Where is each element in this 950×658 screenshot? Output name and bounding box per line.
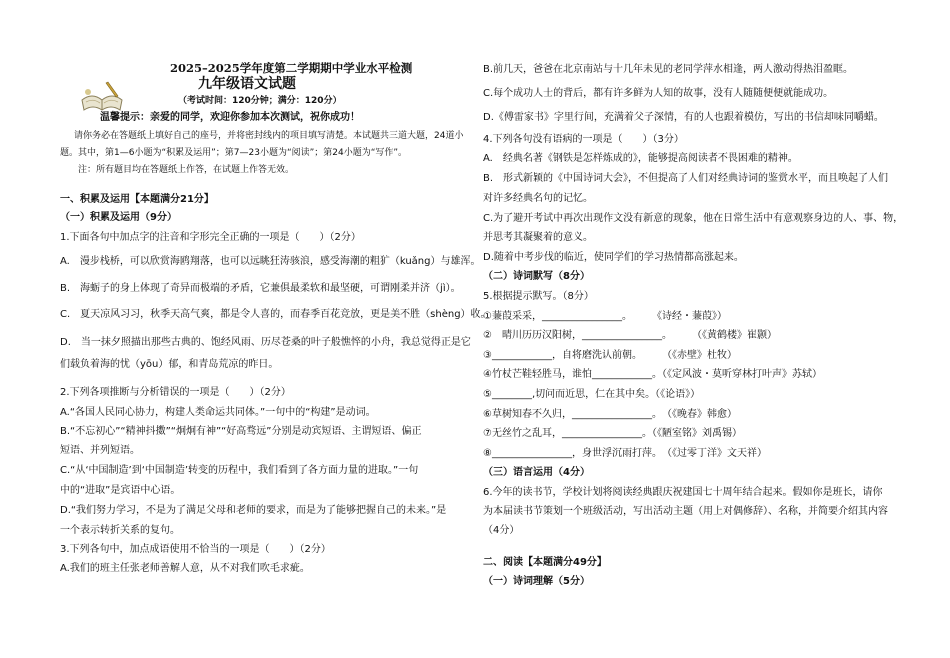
poem-line: ⑦无丝竹之乱耳，________________。（《陋室铭》刘禹锡）: [483, 428, 742, 439]
option-line: 中的“进取”是宾语中心语。: [60, 485, 181, 496]
poem-line: ①蒹葭采采，________________。 《诗经・蒹葭》）: [483, 311, 727, 322]
question-6: 6.今年的读书节，学校计划将阅读经典跟庆祝建国七十周年结合起来。假如你是班长，请你: [483, 487, 883, 498]
option-line: B.“不忘初心”“精神抖擞”“炯炯有神”“好高骛远”分别是动宾短语、主谓短语、偏正: [60, 426, 422, 437]
poem-line: ④竹杖芒鞋轻胜马，谁怕____________。（《定风波・莫听穿林打叶声》苏轼）: [483, 369, 822, 380]
option-line: C. 夏天凉风习习，秋季天高气爽，都是令人喜的，而春季百花竞放，更是美不胜（shèng）收。: [60, 309, 491, 320]
exam-title: 2025–2025学年度第二学期期中学业水平检测: [170, 61, 413, 75]
option-line: D.《傅雷家书》字里行间，充满着父子深情，有的人也跟着模仿，写出的书信却味同嚼蜡。: [483, 112, 884, 123]
option-line: C.“从‘中国制造’到‘中国制造’转变的历程中，我们看到了各方面力量的进取。”一句: [60, 465, 419, 476]
section-heading: 一、积累及运用【本题满分21分】: [60, 194, 214, 205]
poem-line: ③____________，自将磨洗认前朝。 （《赤壁》杜牧）: [483, 350, 737, 361]
question-4: 4.下列各句没有语病的一项是（ ）（3分）: [483, 134, 684, 145]
option-line: A. 漫步栈桥，可以欣赏海鸥翔落，也可以远眺狂涛骇浪，感受海潮的粗犷（kuǎng）与雄浑。: [60, 256, 481, 267]
poem-line: ⑥草树知春不久归，________________。 （《晚春》韩愈）: [483, 409, 737, 420]
instruction-line: 注：所有题目均在答题纸上作答，在试题上作答无效。: [78, 165, 295, 175]
exam-info: （考试时间：120分钟；满分：120分）: [178, 96, 342, 106]
question-5: 5.根据提示默写。（8分）: [483, 291, 594, 302]
subsection-heading: （一）积累及运用（9分）: [60, 212, 177, 223]
exam-subtitle: 九年级语文试题: [198, 76, 296, 92]
option-line: 们载负着海的忧（yōu）郁，和青岛荒凉的昨日。: [60, 359, 279, 370]
option-line: B. 海蛎子的身上体现了奇异而极端的矛盾，它兼俱最柔软和最坚硬，可谓刚柔并济（jì）。: [60, 283, 461, 294]
question-1: 1.下面各句中加点字的注音和字形完全正确的一项是（ ）（2分）: [60, 232, 361, 243]
option-line: A.我们的班主任张老师善解人意，从不对我们吹毛求疵。: [60, 563, 310, 574]
question-3: 3.下列各句中，加点成语使用不恰当的一项是（ ）（2分）: [60, 544, 331, 555]
poem-line: ⑤________,切问而近思，仁在其中矣。（《论语》）: [483, 389, 701, 400]
subsection-heading: （一）诗词理解（5分）: [483, 576, 590, 587]
option-line: A. 经典名著《钢铁是怎样炼成的》，能够提高阅读者不畏困难的精神。: [483, 153, 798, 164]
tip-text: 温馨提示：亲爱的同学，欢迎你参加本次测试，祝你成功！: [100, 112, 360, 123]
option-line: B. 形式新颖的《中国诗词大会》，不但提高了人们对经典诗词的鉴赏水平，而且唤起了人们: [483, 173, 889, 184]
option-line: 并思考其凝聚着的意义。: [483, 232, 593, 243]
option-line: D.“我们努力学习，不是为了满足父母和老师的要求，而是为了能够把握自己的未来。”是: [60, 505, 447, 516]
instruction-line: 请你务必在答题纸上填好自己的座号，并将密封线内的项目填写清楚。本试题共三道大题，24道小: [74, 131, 464, 141]
option-line: 一个表示转折关系的复句。: [60, 525, 180, 536]
option-line: A.“各国人民同心协力，构建人类命运共同体。”一句中的“构建”是动词。: [60, 407, 376, 418]
poem-line: ② 晴川历历汉阳树，________________。 （《黄鹤楼》崔颢）: [483, 330, 777, 341]
book-icon: [80, 80, 124, 114]
subsection-heading: （三）语言运用（4分）: [483, 467, 590, 478]
option-line: C.每个成功人士的背后，都有许多鲜为人知的故事，没有人随随便便就能成功。: [483, 88, 834, 99]
section-heading: 二、阅读【本题满分49分】: [483, 557, 607, 568]
question-6-line: 为本届读书节策划一个班级活动，写出活动主题（用上对偶修辞）、名称，并简要介绍其内容: [483, 506, 888, 517]
option-line: 短语、并列短语。: [60, 445, 140, 456]
option-line: D. 当一抹夕照描出那些古典的、饱经风雨、历尽苍桑的叶子般憔悴的小舟，我总觉得正是它: [60, 337, 471, 348]
option-line: D.随着中考步伐的临近，使同学们的学习热情都高涨起来。: [483, 252, 744, 263]
question-2: 2.下列各项推断与分析错误的一项是（ ）（2分）: [60, 387, 291, 398]
option-line: 对许多经典名句的记忆。: [483, 193, 593, 204]
subsection-heading: （二）诗词默写（8分）: [483, 271, 590, 282]
poem-line: ⑧________________，身世浮沉雨打萍。 （《过零丁洋》文天祥）: [483, 448, 767, 459]
option-line: B.前几天，爸爸在北京南站与十几年未见的老同学萍水相逢，两人激动得热泪盈眶。: [483, 64, 854, 75]
question-6-line: （4分）: [483, 525, 520, 536]
instruction-line: 题。其中，第1—6小题为“积累及运用”；第7—23小题为“阅读”；第24小题为“写作”。: [60, 148, 408, 158]
option-line: C.为了避开考试中再次出现作文没有新意的现象，他在日常生活中有意观察身边的人、事、物，: [483, 213, 904, 224]
